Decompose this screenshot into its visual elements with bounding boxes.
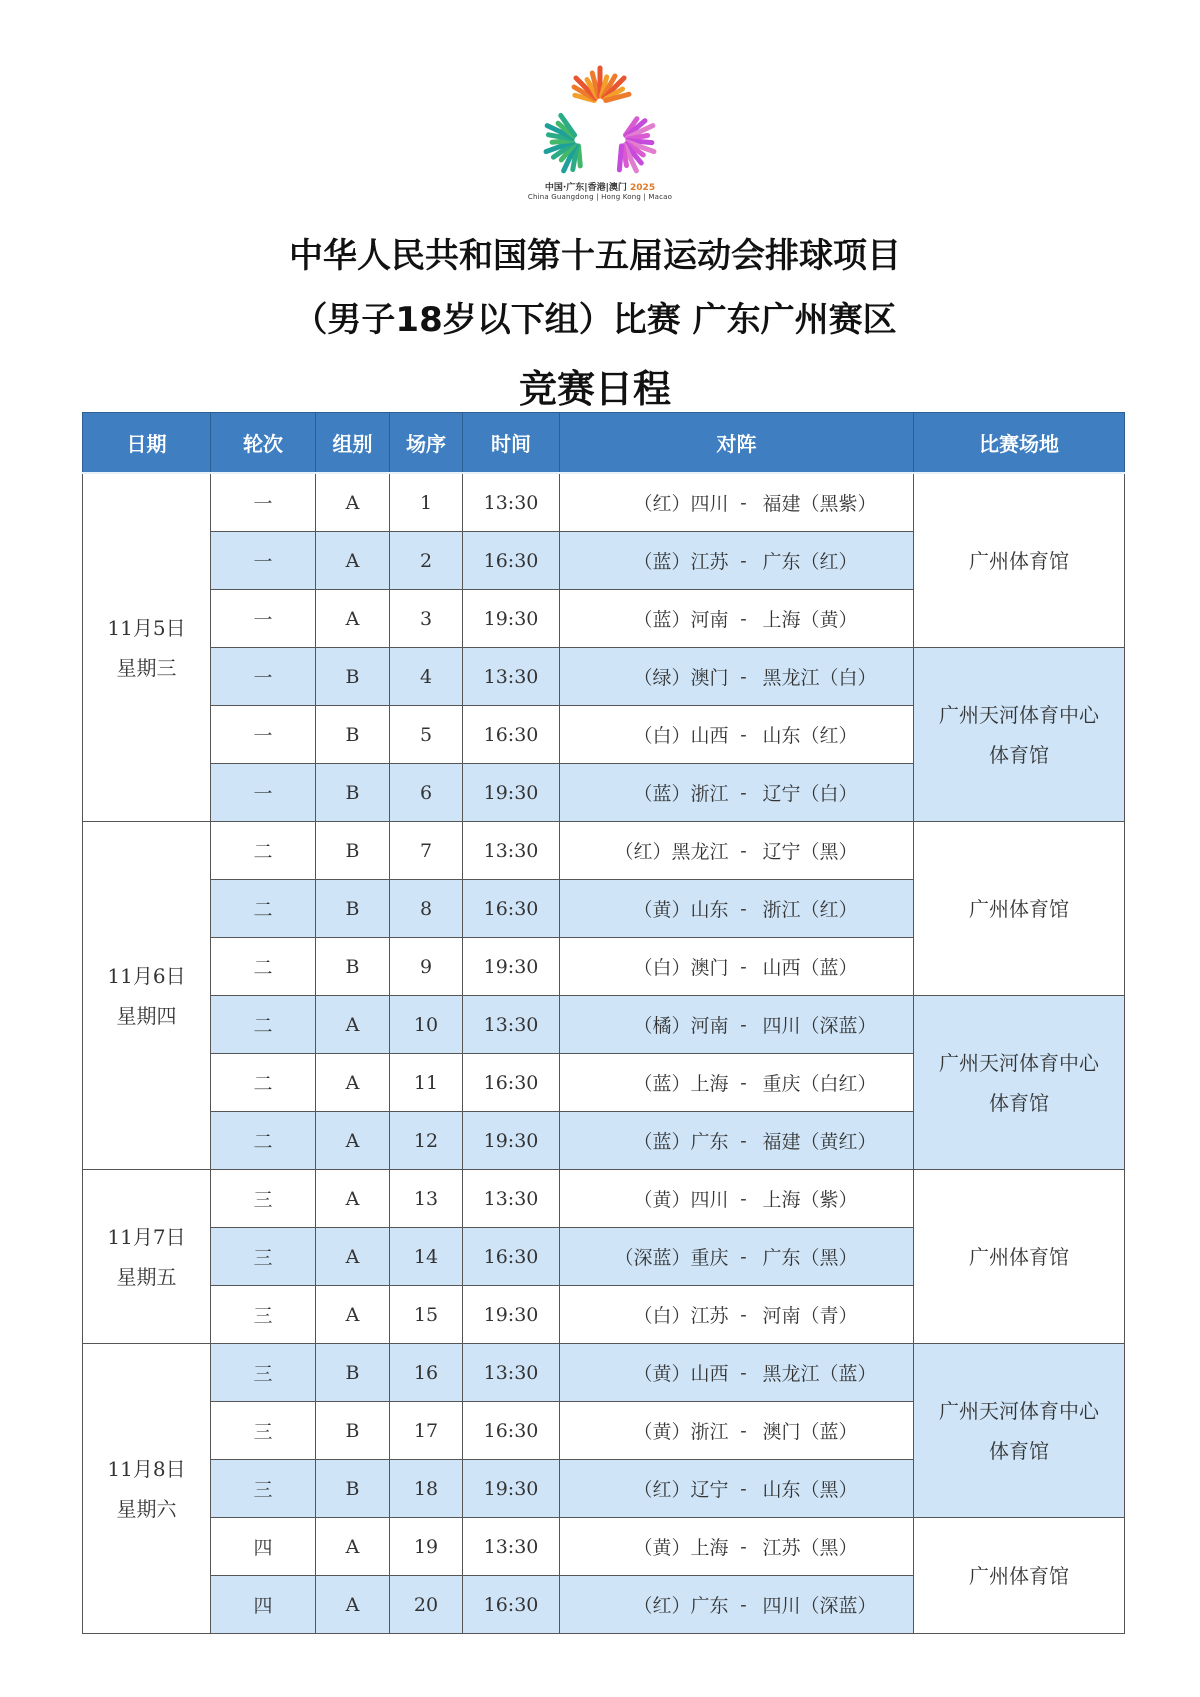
round-cell: 一 <box>211 764 316 822</box>
home-team-cell: （白）江苏 <box>560 1286 733 1344</box>
page-title: 竞赛日程 <box>518 367 671 411</box>
home-team-cell: （红）黑龙江 <box>560 822 733 880</box>
match-no-cell: 11 <box>390 1054 463 1112</box>
header-match-no: 场序 <box>390 413 463 474</box>
home-team-cell: （蓝）浙江 <box>560 764 733 822</box>
round-cell: 三 <box>211 1402 316 1460</box>
group-cell: A <box>316 1228 390 1286</box>
vs-dash: - <box>733 996 755 1054</box>
round-cell: 二 <box>211 996 316 1054</box>
round-cell: 二 <box>211 880 316 938</box>
time-cell: 13:30 <box>463 648 560 706</box>
time-cell: 13:30 <box>463 822 560 880</box>
table-row <box>83 1518 1125 1576</box>
table-row <box>83 996 1125 1054</box>
vs-dash: - <box>733 880 755 938</box>
time-cell: 19:30 <box>463 1286 560 1344</box>
time-cell: 19:30 <box>463 764 560 822</box>
weekday-text: 星期六 <box>116 1496 177 1521</box>
vs-dash: - <box>733 1518 755 1576</box>
title-line-2: （男子18岁以下组）比赛 广东广州赛区 <box>293 300 897 340</box>
weekday-text: 星期五 <box>116 1264 177 1289</box>
time-cell: 13:30 <box>463 1518 560 1576</box>
date-text: 11月5日 <box>107 615 186 640</box>
group-cell: A <box>316 590 390 648</box>
venue-name: 广州天河体育中心体育馆 <box>939 1398 1100 1463</box>
round-cell: 一 <box>211 648 316 706</box>
venue-cell <box>914 1344 1125 1518</box>
group-cell: B <box>316 938 390 996</box>
round-cell: 二 <box>211 822 316 880</box>
round-cell: 三 <box>211 1286 316 1344</box>
venue-name: 广州天河体育中心体育馆 <box>939 1050 1100 1115</box>
group-cell: A <box>316 532 390 590</box>
match-no-cell: 3 <box>390 590 463 648</box>
home-team-cell: （黄）四川 <box>560 1170 733 1228</box>
round-cell: 三 <box>211 1170 316 1228</box>
home-team-cell: （红）四川 <box>560 473 733 532</box>
match-no-cell: 14 <box>390 1228 463 1286</box>
group-cell: B <box>316 1344 390 1402</box>
round-cell: 三 <box>211 1460 316 1518</box>
match-no-cell: 2 <box>390 532 463 590</box>
venue-name: 广州体育馆 <box>969 548 1070 573</box>
venue-name: 广州天河体育中心体育馆 <box>939 702 1100 767</box>
group-cell: A <box>316 1286 390 1344</box>
away-team-cell: 澳门（蓝） <box>755 1402 914 1460</box>
group-cell: A <box>316 996 390 1054</box>
time-cell: 16:30 <box>463 1054 560 1112</box>
group-cell: B <box>316 1402 390 1460</box>
logo-year: 2025 <box>630 183 656 193</box>
date-cell <box>83 822 211 1170</box>
date-cell <box>83 1170 211 1344</box>
round-cell: 二 <box>211 1054 316 1112</box>
group-cell: A <box>316 1518 390 1576</box>
vs-dash: - <box>733 1402 755 1460</box>
time-cell: 16:30 <box>463 1228 560 1286</box>
vs-dash: - <box>733 1460 755 1518</box>
match-no-cell: 18 <box>390 1460 463 1518</box>
venue-name: 广州体育馆 <box>969 1563 1070 1588</box>
venue-cell <box>914 822 1125 996</box>
group-cell: A <box>316 1054 390 1112</box>
match-no-cell: 1 <box>390 473 463 532</box>
match-no-cell: 17 <box>390 1402 463 1460</box>
time-cell: 16:30 <box>463 706 560 764</box>
away-team-cell: 河南（青） <box>755 1286 914 1344</box>
group-cell: A <box>316 1170 390 1228</box>
home-team-cell: （黄）浙江 <box>560 1402 733 1460</box>
date-text: 11月8日 <box>107 1456 186 1481</box>
round-cell: 四 <box>211 1576 316 1634</box>
time-cell: 13:30 <box>463 996 560 1054</box>
away-team-cell: 上海（黄） <box>755 590 914 648</box>
weekday-text: 星期三 <box>116 655 177 680</box>
time-cell: 19:30 <box>463 1112 560 1170</box>
venue-cell <box>914 473 1125 648</box>
home-team-cell: （黄）山东 <box>560 880 733 938</box>
round-cell: 三 <box>211 1228 316 1286</box>
vs-dash: - <box>733 1286 755 1344</box>
home-team-cell: （白）山西 <box>560 706 733 764</box>
venue-name: 广州体育馆 <box>969 1244 1070 1269</box>
match-no-cell: 8 <box>390 880 463 938</box>
table-row <box>83 473 1125 532</box>
home-team-cell: （蓝）上海 <box>560 1054 733 1112</box>
group-cell: A <box>316 1112 390 1170</box>
time-cell: 16:30 <box>463 1576 560 1634</box>
vs-dash: - <box>733 764 755 822</box>
schedule-table <box>82 412 1125 1634</box>
venue-cell <box>914 1518 1125 1634</box>
header-matchup: 对阵 <box>560 413 914 474</box>
away-team-cell: 江苏（黑） <box>755 1518 914 1576</box>
venue-name: 广州体育馆 <box>969 896 1070 921</box>
date-cell <box>83 473 211 822</box>
header-date: 日期 <box>83 413 211 474</box>
vs-dash: - <box>733 473 755 532</box>
date-text: 11月7日 <box>107 1224 186 1249</box>
match-no-cell: 13 <box>390 1170 463 1228</box>
match-no-cell: 19 <box>390 1518 463 1576</box>
vs-dash: - <box>733 1170 755 1228</box>
match-no-cell: 4 <box>390 648 463 706</box>
vs-dash: - <box>733 1344 755 1402</box>
logo-caption-text: 中国·广东|香港|澳门 <box>544 183 627 193</box>
home-team-cell: （黄）上海 <box>560 1518 733 1576</box>
header-round: 轮次 <box>211 413 316 474</box>
round-cell: 四 <box>211 1518 316 1576</box>
group-cell: B <box>316 822 390 880</box>
home-team-cell: （蓝）广东 <box>560 1112 733 1170</box>
header-venue: 比赛场地 <box>914 413 1125 474</box>
home-team-cell: （红）辽宁 <box>560 1460 733 1518</box>
vs-dash: - <box>733 590 755 648</box>
home-team-cell: （白）澳门 <box>560 938 733 996</box>
time-cell: 16:30 <box>463 1402 560 1460</box>
away-team-cell: 辽宁（白） <box>755 764 914 822</box>
match-no-cell: 7 <box>390 822 463 880</box>
table-row <box>83 1170 1125 1228</box>
home-team-cell: （深蓝）重庆 <box>560 1228 733 1286</box>
away-team-cell: 山东（红） <box>755 706 914 764</box>
table-row <box>83 648 1125 706</box>
home-team-cell: （红）广东 <box>560 1576 733 1634</box>
away-team-cell: 广东（红） <box>755 532 914 590</box>
home-team-cell: （橘）河南 <box>560 996 733 1054</box>
match-no-cell: 16 <box>390 1344 463 1402</box>
table-row <box>83 1344 1125 1402</box>
away-team-cell: 福建（黑紫） <box>755 473 914 532</box>
away-team-cell: 上海（紫） <box>755 1170 914 1228</box>
vs-dash: - <box>733 532 755 590</box>
round-cell: 一 <box>211 706 316 764</box>
date-text: 11月6日 <box>107 963 186 988</box>
group-cell: B <box>316 764 390 822</box>
time-cell: 19:30 <box>463 590 560 648</box>
match-no-cell: 5 <box>390 706 463 764</box>
weekday-text: 星期四 <box>116 1003 177 1028</box>
away-team-cell: 山东（黑） <box>755 1460 914 1518</box>
match-no-cell: 10 <box>390 996 463 1054</box>
round-cell: 一 <box>211 590 316 648</box>
table-row <box>83 822 1125 880</box>
logo-subtitle: China Guangdong | Hong Kong | Macao <box>527 193 673 201</box>
time-cell: 16:30 <box>463 880 560 938</box>
group-cell: B <box>316 706 390 764</box>
match-no-cell: 20 <box>390 1576 463 1634</box>
venue-cell <box>914 996 1125 1170</box>
away-team-cell: 四川（深蓝） <box>755 996 914 1054</box>
away-team-cell: 重庆（白红） <box>755 1054 914 1112</box>
group-cell: B <box>316 1460 390 1518</box>
away-team-cell: 浙江（红） <box>755 880 914 938</box>
group-cell: A <box>316 1576 390 1634</box>
table-header-row <box>83 413 1125 474</box>
group-cell: A <box>316 473 390 532</box>
time-cell: 19:30 <box>463 1460 560 1518</box>
round-cell: 一 <box>211 473 316 532</box>
date-cell <box>83 1344 211 1634</box>
home-team-cell: （黄）山西 <box>560 1344 733 1402</box>
header-time: 时间 <box>463 413 560 474</box>
venue-cell <box>914 648 1125 822</box>
home-team-cell: （蓝）河南 <box>560 590 733 648</box>
group-cell: B <box>316 648 390 706</box>
round-cell: 三 <box>211 1344 316 1402</box>
match-no-cell: 15 <box>390 1286 463 1344</box>
away-team-cell: 黑龙江（蓝） <box>755 1344 914 1402</box>
time-cell: 13:30 <box>463 1170 560 1228</box>
venue-cell <box>914 1170 1125 1344</box>
title-line-1: 中华人民共和国第十五届运动会排球项目 <box>289 236 901 276</box>
match-no-cell: 6 <box>390 764 463 822</box>
vs-dash: - <box>733 1112 755 1170</box>
group-cell: B <box>316 880 390 938</box>
time-cell: 16:30 <box>463 532 560 590</box>
match-no-cell: 12 <box>390 1112 463 1170</box>
vs-dash: - <box>733 648 755 706</box>
round-cell: 二 <box>211 1112 316 1170</box>
home-team-cell: （绿）澳门 <box>560 648 733 706</box>
vs-dash: - <box>733 706 755 764</box>
round-cell: 一 <box>211 532 316 590</box>
away-team-cell: 广东（黑） <box>755 1228 914 1286</box>
vs-dash: - <box>733 1054 755 1112</box>
away-team-cell: 福建（黄红） <box>755 1112 914 1170</box>
home-team-cell: （蓝）江苏 <box>560 532 733 590</box>
away-team-cell: 辽宁（黑） <box>755 822 914 880</box>
vs-dash: - <box>733 1228 755 1286</box>
away-team-cell: 山西（蓝） <box>755 938 914 996</box>
match-no-cell: 9 <box>390 938 463 996</box>
away-team-cell: 四川（深蓝） <box>755 1576 914 1634</box>
logo-caption <box>470 180 730 201</box>
time-cell: 19:30 <box>463 938 560 996</box>
away-team-cell: 黑龙江（白） <box>755 648 914 706</box>
round-cell: 二 <box>211 938 316 996</box>
time-cell: 13:30 <box>463 473 560 532</box>
vs-dash: - <box>733 1576 755 1634</box>
time-cell: 13:30 <box>463 1344 560 1402</box>
vs-dash: - <box>733 938 755 996</box>
header-group: 组别 <box>316 413 390 474</box>
vs-dash: - <box>733 822 755 880</box>
